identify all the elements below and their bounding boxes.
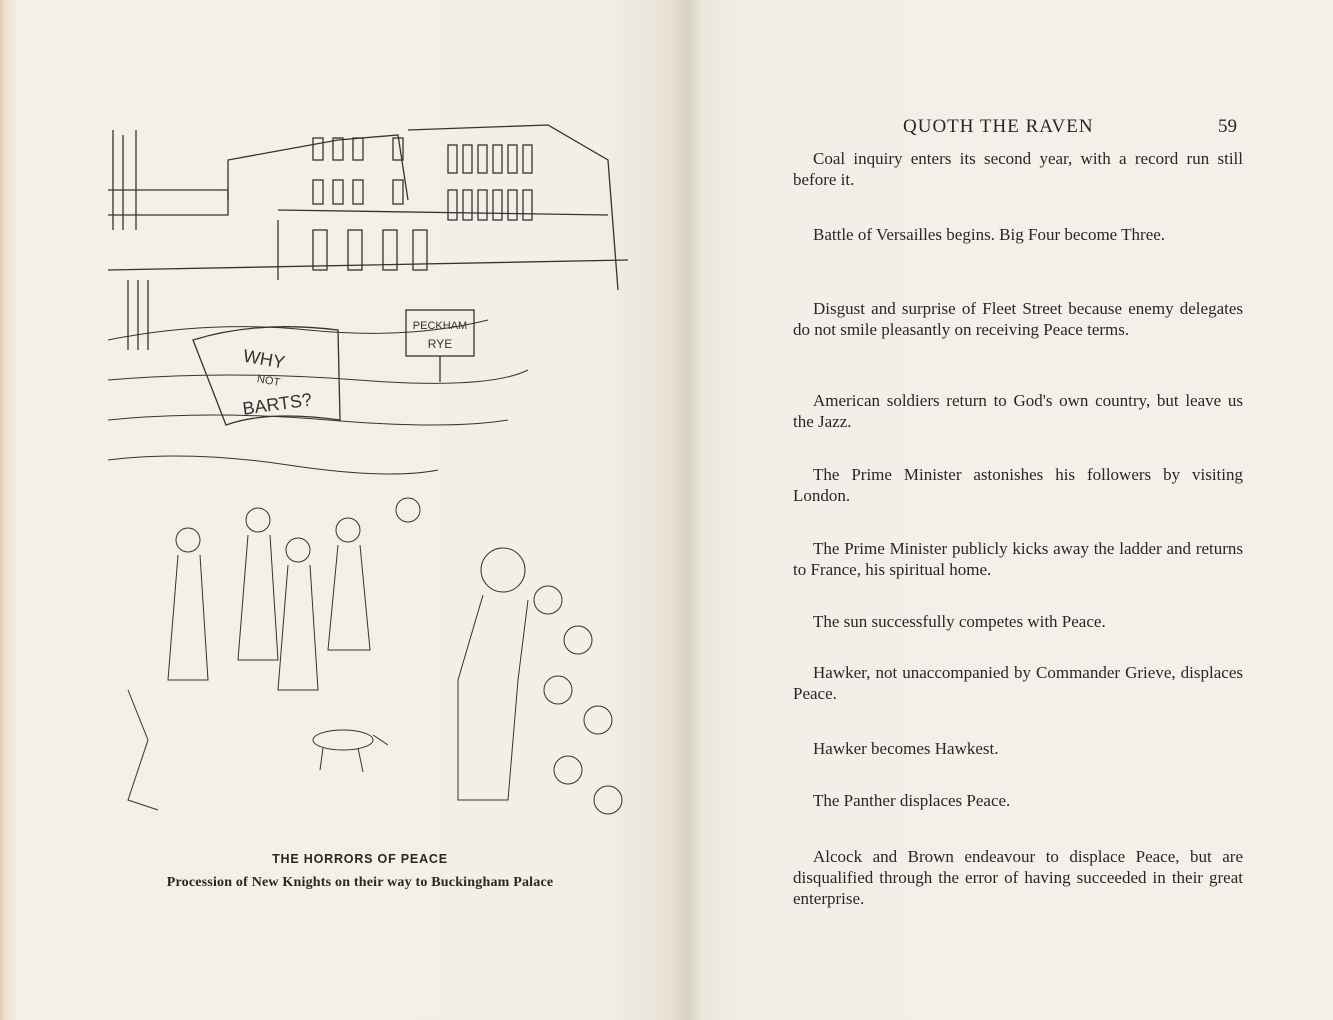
- paragraph: The Prime Minister publicly kicks away the ladder and returns to France, his spiritual home.: [793, 539, 1243, 579]
- banner-text-barts: BARTS?: [241, 389, 314, 419]
- paragraph: Hawker becomes Hawkest.: [813, 739, 999, 758]
- banner-text-why: WHY: [241, 345, 287, 373]
- procession-illustration: [108, 120, 628, 840]
- buildings-sketch: [108, 125, 628, 350]
- paragraph: The Panther displaces Peace.: [813, 791, 1011, 810]
- paragraph: Coal inquiry enters its second year, with a record run still before it.: [793, 149, 1243, 189]
- paragraph: Alcock and Brown endeavour to displace Peace, but are disqualified through the error of having succeeded in their great enterprise.: [793, 847, 1243, 908]
- illustration-caption-subtitle: Procession of New Knights on their way to Buckingham Palace: [166, 875, 554, 890]
- running-head: QUOTH THE RAVEN: [903, 116, 1094, 137]
- banner-text-rye: RYE: [427, 337, 453, 351]
- paragraph: American soldiers return to God's own country, but leave us the Jazz.: [793, 391, 1243, 431]
- crowd-sketch: [108, 320, 622, 814]
- paragraph: Disgust and surprise of Fleet Street because enemy delegates do not smile pleasantly on receiving Peace terms.: [793, 299, 1243, 339]
- banner-text-not: NOT: [256, 373, 282, 389]
- paragraph: The Prime Minister astonishes his followers by visiting London.: [793, 465, 1243, 505]
- paragraph: Battle of Versailles begins. Big Four become Three.: [813, 225, 1166, 244]
- page-number: 59: [1218, 116, 1237, 137]
- banner-why-not-barts: [193, 327, 340, 425]
- paragraph: Hawker, not unaccompanied by Commander Grieve, displaces Peace.: [793, 663, 1243, 703]
- banner-peckham-rye: [406, 310, 474, 382]
- paragraph: The sun successfully competes with Peace.: [813, 612, 1106, 631]
- banner-text-peckham: PECKHAM: [412, 320, 468, 332]
- illustration-caption-title: THE HORRORS OF PEACE: [272, 852, 448, 866]
